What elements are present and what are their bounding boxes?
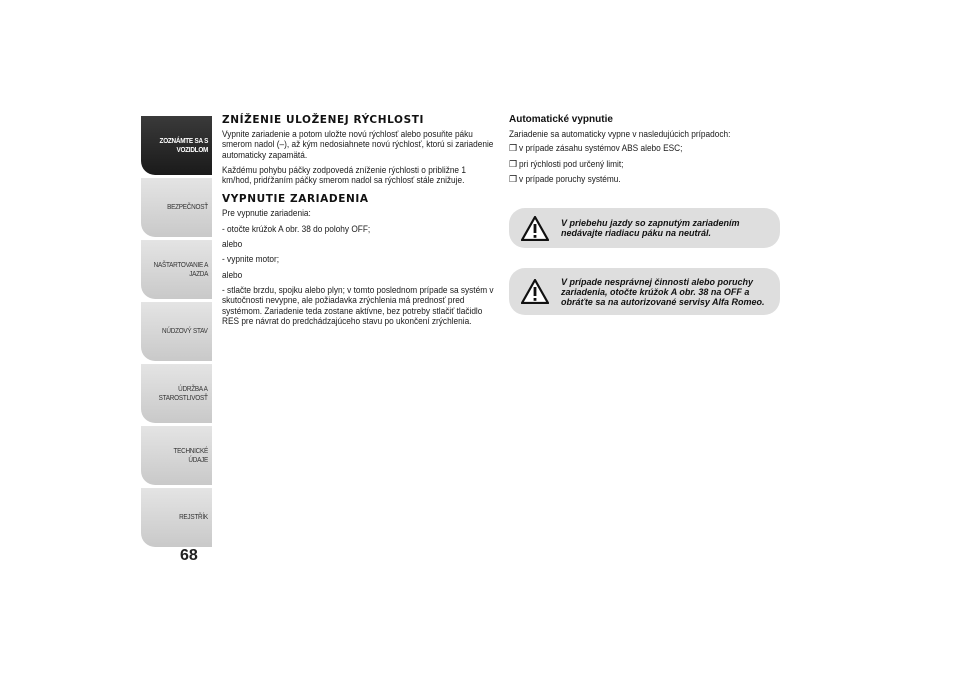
warning-box — [509, 208, 780, 248]
paragraph: Zariadenie sa automaticky vypne v nasledujúcich prípadoch: — [509, 129, 731, 139]
paragraph: alebo — [222, 239, 243, 250]
right-column — [509, 114, 784, 189]
list-item — [509, 159, 784, 169]
paragraph: - otočte krúžok A obr. 38 do polohy OFF; — [222, 223, 371, 234]
warning-text: V priebehu jazdy so zapnutým zariadením nedávajte riadiacu páku na neutrál. — [561, 218, 740, 238]
list-item-text: pri rýchlosti pod určený limit; — [519, 158, 624, 169]
list-item-text: v prípade zásahu systémov ABS alebo ESC; — [519, 143, 683, 154]
tab-zoznamte-sa-s-vozidlom[interactable] — [141, 116, 212, 175]
list-item — [509, 143, 784, 153]
paragraph: Každému pohybu páčky zodpovedá zníženie rýchlosti o približne 1 km/hod, pridŕžaním páčky smerom nadol sa rýchlosť stále znižuje. — [222, 164, 466, 186]
warning-triangle-icon — [509, 216, 561, 241]
warning-text: V prípade nesprávnej činnosti alebo poruchy zariadenia, otočte krúžok A obr. 38 na OFF a obráťte sa na autorizované servisy Alfa Romeo. — [561, 276, 765, 307]
tab-label: ZOZNÁMTE SA S VOZIDLOM — [159, 136, 208, 154]
tab-nudzovy-stav[interactable] — [141, 302, 212, 361]
tab-nastartovanie-a-jazda[interactable] — [141, 240, 212, 299]
paragraph: Vypnite zariadenie a potom uložte novú rýchlosť alebo posuňte páku smerom nadol (–), až kým nedosiahnete novú rýchlosť, ktorú si zariadenie automaticky zapamätá. — [222, 129, 494, 160]
section-heading-speed-decrease: ZNÍŽENIE ULOŽENEJ RÝCHLOSTI — [222, 114, 425, 126]
tab-rejstrik[interactable] — [141, 488, 212, 547]
warning-box — [509, 268, 780, 315]
paragraph: Pre vypnutie zariadenia: — [222, 208, 311, 219]
page-number: 68 — [180, 547, 198, 564]
tab-label: NÚDZOVÝ STAV — [162, 326, 208, 336]
paragraph: - stlačte brzdu, spojku alebo plyn; v tomto poslednom prípade sa systém v skutočnosti nevypne, ale požiadavka zrýchlenia má prednosť pred systémom. Zariadenie teda zostane aktívne, bez potreby stlačiť tlačidlo RES pre návrat do predchádzajúceho stavu po ukončení zrýchlenia. — [222, 284, 494, 326]
checkbox-bullet-icon: ❒ — [509, 158, 518, 169]
tab-label: NAŠTARTOVANIE A JAZDA — [153, 260, 208, 278]
paragraph: - vypnite motor; — [222, 254, 280, 265]
paragraph: alebo — [222, 269, 243, 280]
list-item — [509, 174, 784, 184]
subheading-auto-off: Automatické vypnutie — [509, 114, 613, 125]
tab-label: ÚDRŽBA A STAROSTLIVOSŤ — [159, 384, 208, 402]
left-column — [222, 114, 494, 331]
warning-triangle-icon — [509, 279, 561, 304]
tab-udrzba-a-starostlivost[interactable] — [141, 364, 212, 423]
section-heading-switch-off: VYPNUTIE ZARIADENIA — [222, 193, 369, 206]
list-item-text: v prípade poruchy systému. — [519, 173, 621, 184]
tab-technicke-udaje[interactable] — [141, 426, 212, 485]
checkbox-bullet-icon: ❒ — [509, 173, 518, 184]
tab-label: BEZPEČNOSŤ — [167, 202, 208, 212]
tab-label: REJSTŘÍK — [179, 512, 208, 522]
tab-bezpecnost[interactable] — [141, 178, 212, 237]
checkbox-bullet-icon: ❒ — [509, 143, 518, 154]
tab-label: TECHNICKÉ ÚDAJE — [173, 446, 208, 464]
